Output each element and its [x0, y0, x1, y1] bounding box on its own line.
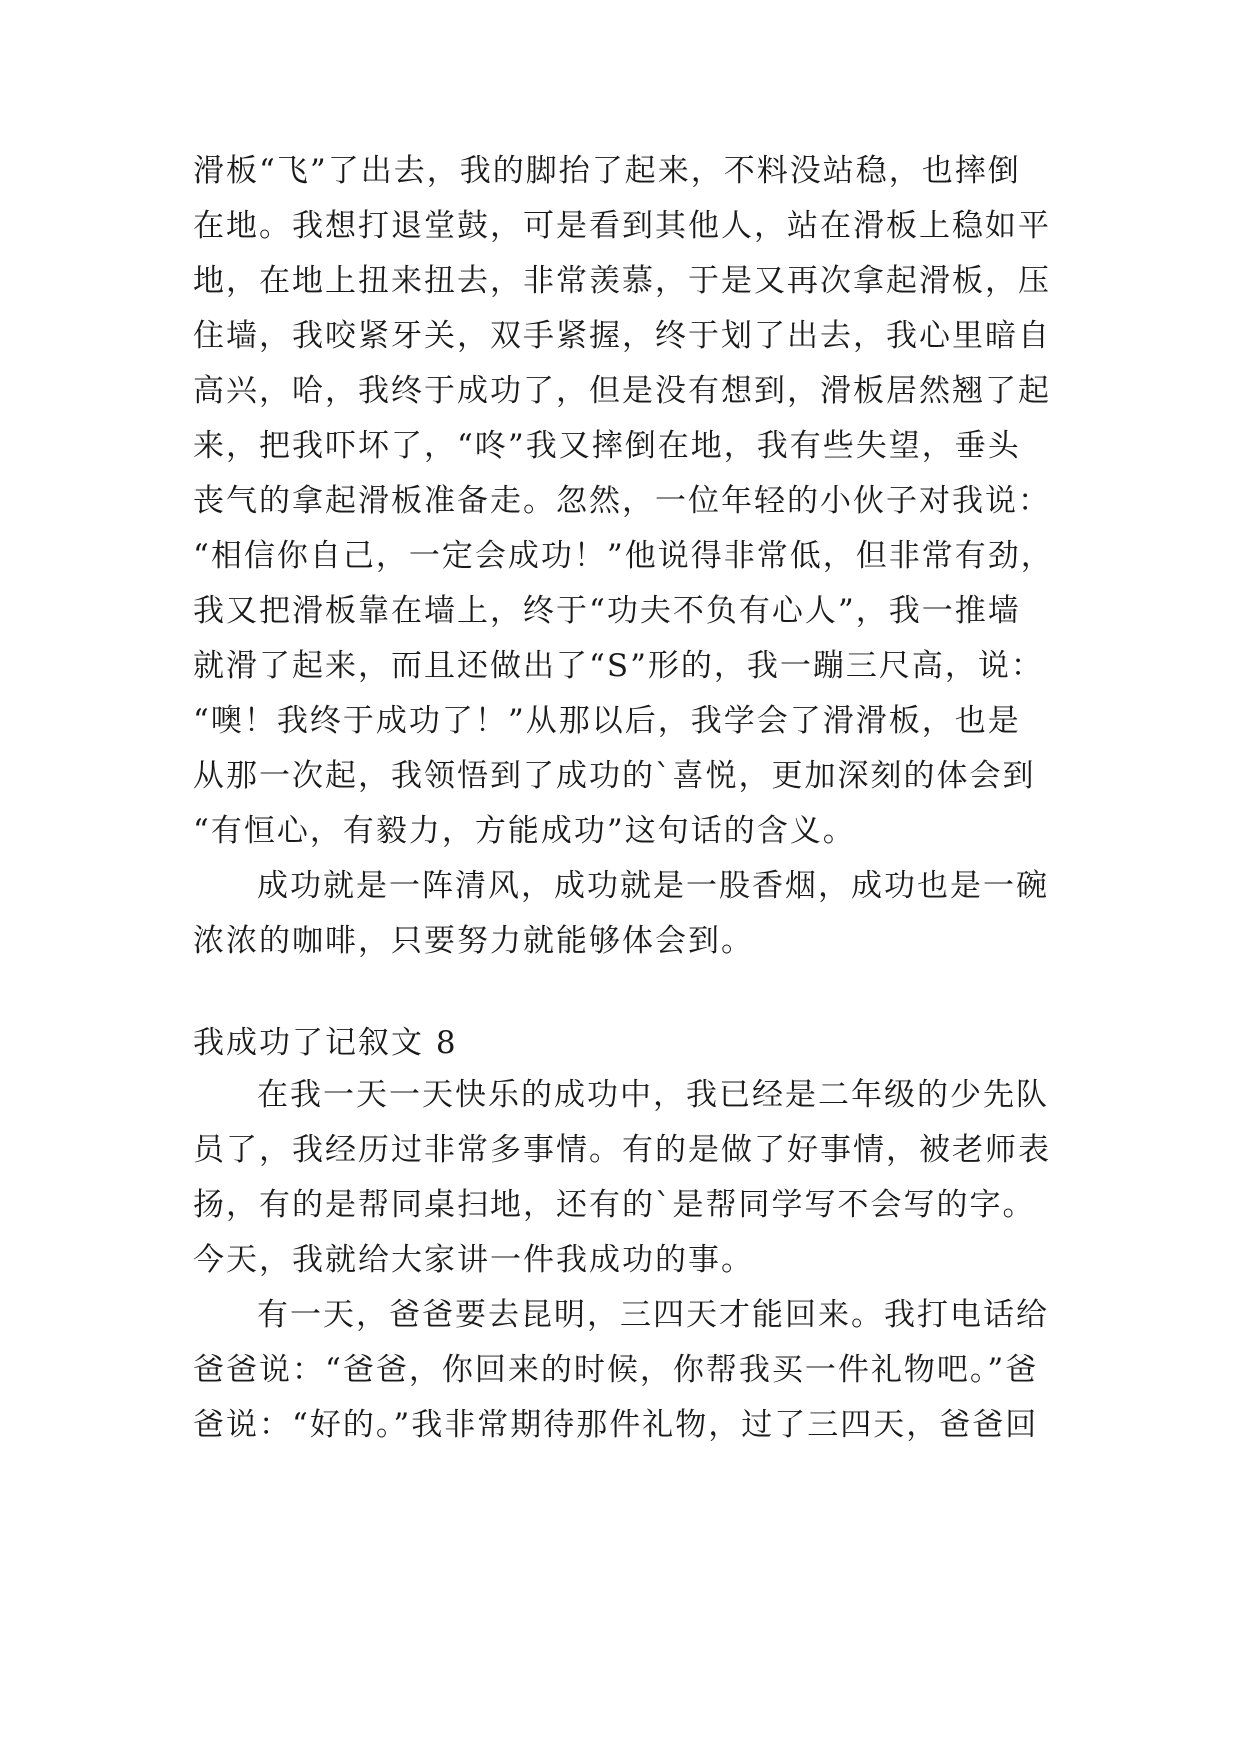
text-line: “有恒心，有毅力，方能成功”这句话的含义。 — [193, 813, 856, 849]
text-line: 爸爸说：“爸爸，你回来的时候，你帮我买一件礼物吧。”爸 — [193, 1352, 1039, 1388]
section-title: 我成功了记叙文 8 — [193, 1025, 458, 1061]
text-line: 员了，我经历过非常多事情。有的是做了好事情，被老师表 — [193, 1132, 1051, 1168]
text-line: 高兴，哈，我终于成功了，但是没有想到，滑板居然翘了起 — [193, 373, 1051, 409]
text-line: 住墙，我咬紧牙关，双手紧握，终于划了出去，我心里暗自 — [193, 318, 1051, 354]
text-line: 就滑了起来，而且还做出了“S”形的，我一蹦三尺高，说： — [193, 648, 1044, 684]
text-line: 今天，我就给大家讲一件我成功的事。 — [193, 1242, 754, 1278]
text-line: 爸说：“好的。”我非常期待那件礼物，过了三四天，爸爸回 — [193, 1407, 1039, 1443]
text-line: 我又把滑板靠在墙上，终于“功夫不负有心人”，我一推墙 — [193, 593, 1021, 629]
text-line: “相信你自己，一定会成功！”他说得非常低，但非常有劲， — [193, 538, 1054, 574]
text-line: “噢！我终于成功了！”从那以后，我学会了滑滑板，也是 — [193, 703, 1021, 739]
text-line: 成功就是一阵清风，成功就是一股香烟，成功也是一碗 — [257, 868, 1049, 904]
text-line: 滑板“飞”了出去，我的脚抬了起来，不料没站稳，也摔倒 — [193, 153, 1021, 189]
text-line: 从那一次起，我领悟到了成功的`喜悦，更加深刻的体会到 — [193, 758, 1036, 794]
text-line: 浓浓的咖啡，只要努力就能够体会到。 — [193, 923, 754, 959]
text-line: 来，把我吓坏了，“咚”我又摔倒在地，我有些失望，垂头 — [193, 428, 1021, 464]
text-line: 有一天，爸爸要去昆明，三四天才能回来。我打电话给 — [257, 1297, 1049, 1333]
text-line: 在我一天一天快乐的成功中，我已经是二年级的少先队 — [257, 1077, 1049, 1113]
text-line: 在地。我想打退堂鼓，可是看到其他人，站在滑板上稳如平 — [193, 208, 1051, 244]
text-line: 丧气的拿起滑板准备走。忽然，一位年轻的小伙子对我说： — [193, 483, 1051, 519]
text-line: 扬，有的是帮同桌扫地，还有的`是帮同学写不会写的字。 — [193, 1187, 1036, 1223]
text-line: 地，在地上扭来扭去，非常羡慕，于是又再次拿起滑板，压 — [193, 263, 1051, 299]
